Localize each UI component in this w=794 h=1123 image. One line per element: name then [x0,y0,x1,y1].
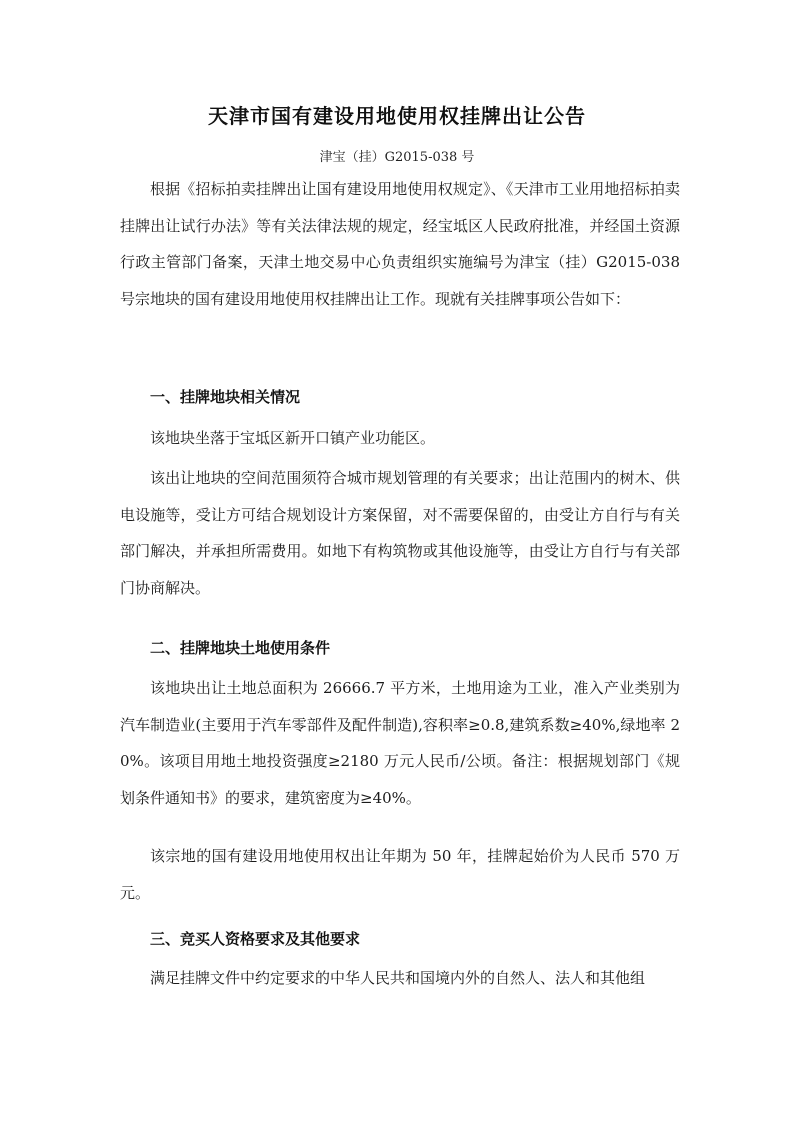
intro-paragraph: 根据《招标拍卖挂牌出让国有建设用地使用权规定》、《天津市工业用地招标拍卖挂牌出让试行办法》等有关法律法规的规定，经宝坻区人民政府批准，并经国土资源行政主管部门备案，天津土地交易中心负责组织实施编号为津宝（挂）G2015-038 号宗地块的国有建设用地使用权挂牌出让工作。现就有关挂牌事项公告如下： [120,180,680,308]
document-number: 津宝（挂）G2015-038 号 [319,150,475,165]
section-2-heading: 二、挂牌地块土地使用条件 [150,639,331,657]
section-2-paragraph-1: 该地块出让土地总面积为 26666.7 平方米，土地用途为工业，准入产业类别为汽车制造业(主要用于汽车零部件及配件制造),容积率≥0.8,建筑系数≥40%,绿地率 20%。该项目用地土地投资强度≥2180 万元人民币/公顷。备注：根据规划部门《规划条件通知书》的要求，建筑密度为≥40%。 [120,679,680,807]
section-1-paragraph-1: 该地块坐落于宝坻区新开口镇产业功能区。 [150,429,436,447]
section-1-paragraph-2: 该出让地块的空间范围须符合城市规划管理的有关要求；出让范围内的树木、供电设施等，受让方可结合规划设计方案保留，对不需要保留的，由受让方自行与有关部门解决，并承担所需费用。如地下有构筑物或其他设施等，由受让方自行与有关部门协商解决。 [120,469,680,597]
section-1-heading: 一、挂牌地块相关情况 [150,388,301,406]
section-3-heading: 三、竞买人资格要求及其他要求 [150,930,361,948]
section-2-paragraph-2: 该宗地的国有建设用地使用权出让年期为 50 年，挂牌起始价为人民币 570 万元。 [120,847,680,902]
section-3-paragraph-1: 满足挂牌文件中约定要求的中华人民共和国境内外的自然人、法人和其他组 [150,969,646,987]
document-title: 天津市国有建设用地使用权挂牌出让公告 [208,104,586,128]
